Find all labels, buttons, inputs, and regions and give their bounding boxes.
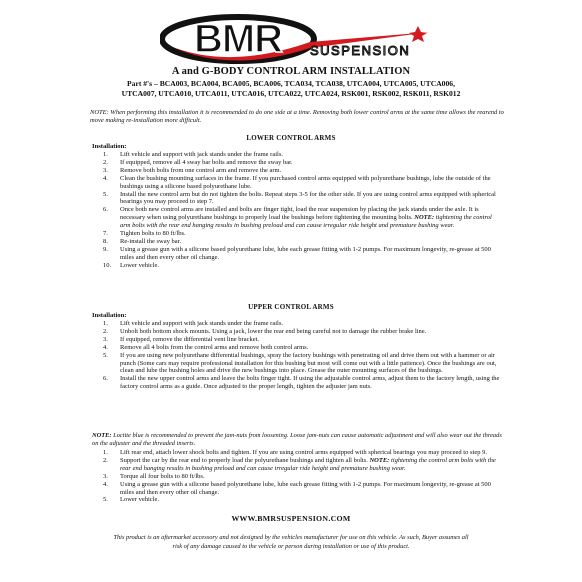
step-text: Remove all 4 bolts from the control arms and remove both control arms. — [120, 343, 309, 351]
step-text: Install the new upper control arms and leave the bolts finger tight. If using the adjustable control arms, adjust them to the factory length, using the factory control arms as a guide. Once adjusted to the proper length, tighten the adjuster jam nuts. — [120, 375, 500, 391]
logo-suffix: SUSPENSION — [310, 43, 411, 58]
step-item — [92, 352, 500, 376]
step-number: 7. — [103, 230, 108, 238]
step-text: If you are using new polyurethane differential bushings, spray the factory bushings with penetrating oil and drive them out with a hammer or air punch (Some cars may require professional installation for this bushing but most will come out with a little patience). Once the bushings are out, clean and lube the bushing holes and drive the new bushings into place. Grease the outer mounting surfaces of the bushings. — [120, 351, 497, 375]
upper-steps2-list — [92, 449, 500, 504]
step-item — [92, 473, 500, 481]
step-text: Using a grease gun with a silicone based polyurethane lube, lube each grease fitting with 1-2 pumps. For maximum longevity, re-grease at 500 miles and then every other oil change. — [120, 480, 491, 496]
upper-loctite-note — [92, 432, 502, 448]
step-number: 6. — [103, 206, 108, 214]
step-note-text: tightening the control arm bolts with the rear end hanging results in bushing preload and can cause irregular ride height and premature bushing wear. — [120, 456, 496, 472]
step-text: Install the new control arm but do not tighten the bolts. Repeat steps 3-5 for the other side. If you are using control arms equipped with spherical bearings you may proceed to step 7. — [120, 190, 496, 206]
step-number: 3. — [103, 472, 108, 480]
step-item — [92, 344, 500, 352]
step-text: If equipped, remove the differential vent line bracket. — [120, 335, 260, 343]
upper-installation-label: Installation: — [92, 312, 127, 319]
upper-note-label: NOTE: — [92, 432, 112, 439]
step-text: If equipped, remove all 4 sway bar bolts and remove the sway bar. — [120, 158, 293, 166]
step-number: 1. — [103, 151, 108, 158]
step-number: 5. — [103, 351, 108, 359]
step-note-label: NOTE: — [369, 456, 390, 464]
step-item — [92, 328, 500, 336]
part-numbers-line-1: Part #'s – BCA003, BCA004, BCA005, BCA006, TCA034, TCA038, UTCA004, UTCA005, UTCA006, — [127, 79, 455, 88]
step-number: 5. — [103, 496, 108, 504]
step-number: 5. — [103, 190, 108, 198]
step-text: Using a grease gun with a silicone based polyurethane lube, lube each grease fitting with 1-2 pumps. For maximum longevity, re-grease at 500 miles and then every other oil change. — [120, 245, 491, 261]
step-number: 4. — [103, 343, 108, 351]
bmr-suspension-logo — [160, 12, 440, 68]
step-item — [92, 191, 500, 207]
step-item — [92, 320, 500, 328]
lower-steps-list — [92, 151, 500, 270]
step-number: 2. — [103, 327, 108, 335]
step-number: 3. — [103, 335, 108, 343]
step-item — [92, 238, 500, 246]
step-item — [92, 246, 500, 262]
step-text: Once both new control arms are installed and bolts are finger tight, load the rear suspension by placing the jack stands under the axle. It is necessary when using polyurethane bushings to properly load the bushings before tightening the mounting bolts. — [120, 206, 479, 222]
step-note-label: NOTE: — [414, 214, 435, 222]
step-text: Re-install the sway bar. — [120, 237, 182, 245]
step-item — [92, 230, 500, 238]
step-text: Support the car by the rear end to properly load the polyurethane bushings and tighten all bolts. — [120, 456, 368, 464]
part-numbers — [80, 79, 502, 99]
step-item — [92, 175, 500, 191]
step-item — [92, 457, 500, 473]
step-note-text: tightening the control arm bolts with the rear end hanging results in bushing preload and can cause irregular ride height and premature bushing wear. — [120, 214, 492, 230]
upper-steps-list — [92, 320, 500, 391]
lower-installation-label: Installation: — [92, 143, 127, 150]
step-number: 1. — [103, 320, 108, 327]
step-number: 1. — [103, 449, 108, 456]
step-item — [92, 206, 500, 230]
step-item — [92, 336, 500, 344]
step-number: 6. — [103, 375, 108, 383]
step-text: Lift vehicle and support with jack stands under the frame rails. — [120, 151, 283, 158]
disclaimer: This product is an aftermarket accessory and not designed by the vehicles manufacturer for use on this vehicle. As such, Buyer assumes all risk of any damage caused to the vehicle or person during installation or use of this product. — [113, 534, 469, 550]
step-text: Lower vehicle. — [120, 496, 159, 504]
logo-brand: BMR — [193, 17, 283, 61]
step-text: Lift vehicle and support with jack stands under the frame rails. — [120, 320, 283, 327]
step-number: 4. — [103, 480, 108, 488]
lower-section-heading: LOWER CONTROL ARMS — [246, 134, 336, 142]
document-title: A and G-BODY CONTROL ARM INSTALLATION — [171, 66, 411, 77]
step-number: 9. — [103, 245, 108, 253]
logo-graphic — [160, 12, 440, 68]
step-text: Tighten bolts to 80 ft/lbs. — [120, 230, 186, 238]
step-item — [92, 375, 500, 391]
step-number: 4. — [103, 174, 108, 182]
step-number: 2. — [103, 158, 108, 166]
step-item — [92, 151, 500, 159]
upper-note-text: Loctite blue is recommended to prevent the jam-nuts from loosening. Loose jam-nuts can cause automatic adjustment and will also wear out the threads on the adjuster and the threaded inserts. — [92, 432, 502, 447]
step-item — [92, 167, 500, 175]
step-item — [92, 159, 500, 167]
website-url: WWW.BMRSUSPENSION.COM — [231, 514, 351, 523]
step-item — [92, 481, 500, 497]
step-text: Lift rear end, attach lower shock bolts and tighten. If you are using control arms equipped with spherical bearings you may proceed to step 9. — [120, 449, 487, 456]
step-text: Lower vehicle. — [120, 261, 159, 269]
step-text: Clean the bushing mounting surfaces in the frame. If you purchased control arms equipped with polyurethane bushings, lube the outside of the bushings using a silicone based polyurethane lube. — [120, 174, 491, 190]
step-number: 10. — [103, 261, 112, 269]
step-text: Torque all four bolts to 80 ft/lbs. — [120, 472, 205, 480]
upper-section-heading: UPPER CONTROL ARMS — [248, 303, 334, 311]
step-number: 8. — [103, 237, 108, 245]
step-item — [92, 262, 500, 270]
step-text: Remove both bolts from one control arm and remove the arm. — [120, 166, 282, 174]
step-item — [92, 449, 500, 457]
step-text: Unbolt both bottom shock mounts. Using a jack, lower the rear end being careful not to damage the rubber brake line. — [120, 327, 427, 335]
step-item — [92, 496, 500, 504]
step-number: 3. — [103, 166, 108, 174]
intro-note: NOTE: When performing this installation it is recommended to do one side at a time. Removing both lower control arms at the same time allows the rearend to move making re-installation more difficult. — [90, 109, 504, 124]
part-numbers-line-2: UTCA007, UTCA010, UTCA011, UTCA016, UTCA022, UTCA024, RSK001, RSK002, RSK011, RSK012 — [121, 89, 461, 98]
logo-star-icon — [409, 26, 427, 42]
step-number: 2. — [103, 456, 108, 464]
